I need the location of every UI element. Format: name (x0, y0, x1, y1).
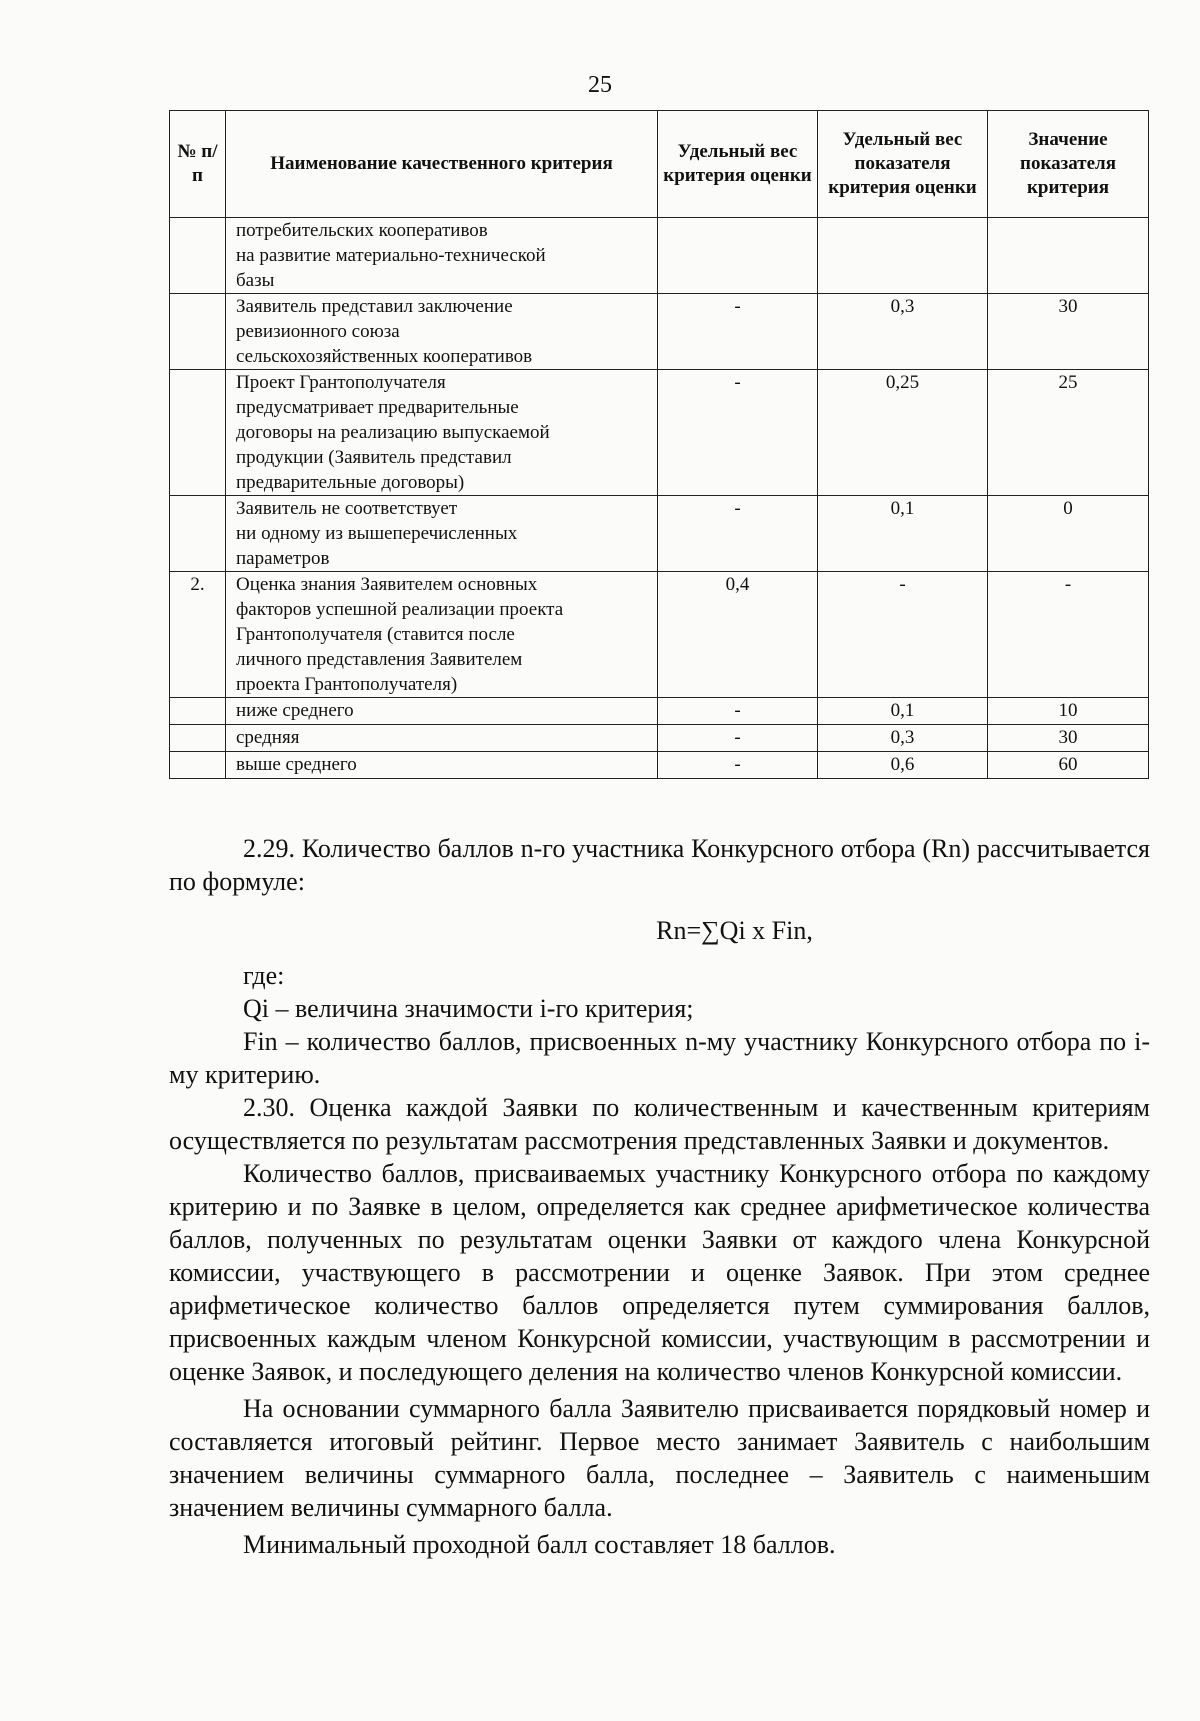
criterion-name-line: ревизионного союза (236, 321, 400, 342)
criterion-name-line: базы (236, 270, 275, 291)
criterion-name-line: продукции (Заявитель представил (236, 447, 512, 468)
indicator-value (988, 218, 1149, 294)
criterion-weight: 0,4 (658, 572, 818, 698)
row-number (170, 752, 226, 779)
criterion-name-line: личного представления Заявителем (236, 649, 523, 670)
paragraph-minimum-score: Минимальный проходной балл составляет 18 баллов. (243, 1530, 836, 1559)
indicator-weight: 0,6 (818, 752, 988, 779)
paragraph-rating: На основании суммарного балла Заявителю присваивается порядковый номер и составляется итоговый рейтинг. Первое место занимает Заявитель с наибольшим значением величины суммарного балла, последнее – Заявитель с наименьшим значением величины суммарного балла. (169, 1394, 1150, 1522)
criterion-name-line: Оценка знания Заявителем основных (236, 574, 538, 595)
paragraph-2-30: 2.30. Оценка каждой Заявки по количественным и качественным критериям осуществляется по результатам рассмотрения представленных Заявки и документов. (169, 1093, 1150, 1155)
indicator-weight: 0,25 (818, 370, 988, 496)
criteria-table (169, 110, 1149, 779)
table-header-row (170, 111, 1149, 218)
page-number: 25 (588, 72, 612, 98)
indicator-value: 25 (988, 370, 1149, 496)
criterion-name-line: на развитие материально-технической (236, 245, 546, 266)
criterion-weight: - (658, 496, 818, 572)
criterion-name-line: параметров (236, 548, 330, 569)
indicator-value: 60 (988, 752, 1149, 779)
criterion-name-line: ни одному из вышеперечисленных (236, 523, 518, 544)
table-row (170, 725, 1149, 752)
table-row (170, 294, 1149, 370)
table-row (170, 572, 1149, 698)
table-row (170, 698, 1149, 725)
criterion-weight: - (658, 725, 818, 752)
indicator-value: 10 (988, 698, 1149, 725)
row-number (170, 725, 226, 752)
table-row (170, 218, 1149, 294)
header-number: № п/п (170, 111, 226, 218)
row-number (170, 496, 226, 572)
formula-fin-definition: Fin – количество баллов, присвоенных n-му участнику Конкурсного отбора по i-му критерию. (169, 1027, 1150, 1089)
formula: Rn=∑Qi x Fin, (656, 916, 813, 945)
criterion-name-line: потребительских кооперативов (236, 220, 488, 241)
indicator-value: 0 (988, 496, 1149, 572)
criterion-name (226, 572, 658, 698)
row-number (170, 698, 226, 725)
row-number (170, 370, 226, 496)
formula-qi-definition: Qi – величина значимости i-го критерия; (243, 994, 694, 1023)
table-row (170, 370, 1149, 496)
header-criterion-name: Наименование качественного критерия (226, 111, 658, 218)
criterion-name (226, 370, 658, 496)
criterion-name (226, 294, 658, 370)
criterion-name-line: Заявитель представил заключение (236, 296, 513, 317)
header-indicator-weight: Удельный вес показателя критерия оценки (818, 111, 988, 218)
indicator-value: - (988, 572, 1149, 698)
criterion-name-line: средняя (236, 727, 300, 748)
criterion-weight: - (658, 752, 818, 779)
indicator-weight: 0,1 (818, 698, 988, 725)
criterion-name-line: Заявитель не соответствует (236, 498, 458, 519)
criterion-name-line: факторов успешной реализации проекта (236, 599, 564, 620)
criterion-name (226, 218, 658, 294)
header-indicator-value: Значение показателя критерия (988, 111, 1149, 218)
criterion-weight (658, 218, 818, 294)
criterion-name-line: выше среднего (236, 754, 357, 775)
paragraph-score-calculation: Количество баллов, присваиваемых участнику Конкурсного отбора по каждому критерию и по Заявке в целом, определяется как среднее арифметическое количества баллов, полученных по результатам оценки Заявки от каждого члена Конкурсной комиссии, участвующего в рассмотрении и оценке Заявок. При этом среднее арифметическое количество баллов определяется путем суммирования баллов, присвоенных каждым членом Конкурсной комиссии, участвующим в рассмотрении и оценке Заявок, и последующего деления на количество членов Конкурсной комиссии. (169, 1159, 1150, 1386)
criterion-name-line: проекта Грантополучателя) (236, 674, 458, 695)
criterion-name-line: Грантополучателя (ставится после (236, 624, 515, 645)
indicator-weight: - (818, 572, 988, 698)
criterion-name-line: договоры на реализацию выпускаемой (236, 422, 550, 443)
indicator-value: 30 (988, 294, 1149, 370)
criterion-name (226, 725, 658, 752)
paragraph-2-29: 2.29. Количество баллов n-го участника Конкурсного отбора (Rn) рассчитывается по формуле: (169, 834, 1150, 896)
table-row (170, 752, 1149, 779)
criterion-name (226, 496, 658, 572)
criterion-weight: - (658, 370, 818, 496)
criterion-weight: - (658, 698, 818, 725)
row-number: 2. (170, 572, 226, 698)
body-text (169, 832, 1150, 1561)
indicator-weight: 0,1 (818, 496, 988, 572)
criterion-name (226, 752, 658, 779)
criterion-name-line: предварительные договоры) (236, 472, 465, 493)
criterion-name (226, 698, 658, 725)
header-criterion-weight: Удельный вес критерия оценки (658, 111, 818, 218)
criterion-name-line: Проект Грантополучателя (236, 372, 446, 393)
indicator-value: 30 (988, 725, 1149, 752)
criterion-name-line: сельскохозяйственных кооперативов (236, 346, 533, 367)
indicator-weight: 0,3 (818, 725, 988, 752)
indicator-weight (818, 218, 988, 294)
row-number (170, 294, 226, 370)
table-row (170, 496, 1149, 572)
row-number (170, 218, 226, 294)
indicator-weight: 0,3 (818, 294, 988, 370)
criterion-name-line: предусматривает предварительные (236, 397, 519, 418)
criterion-name-line: ниже среднего (236, 700, 354, 721)
formula-where-label: где: (243, 961, 285, 990)
criterion-weight: - (658, 294, 818, 370)
